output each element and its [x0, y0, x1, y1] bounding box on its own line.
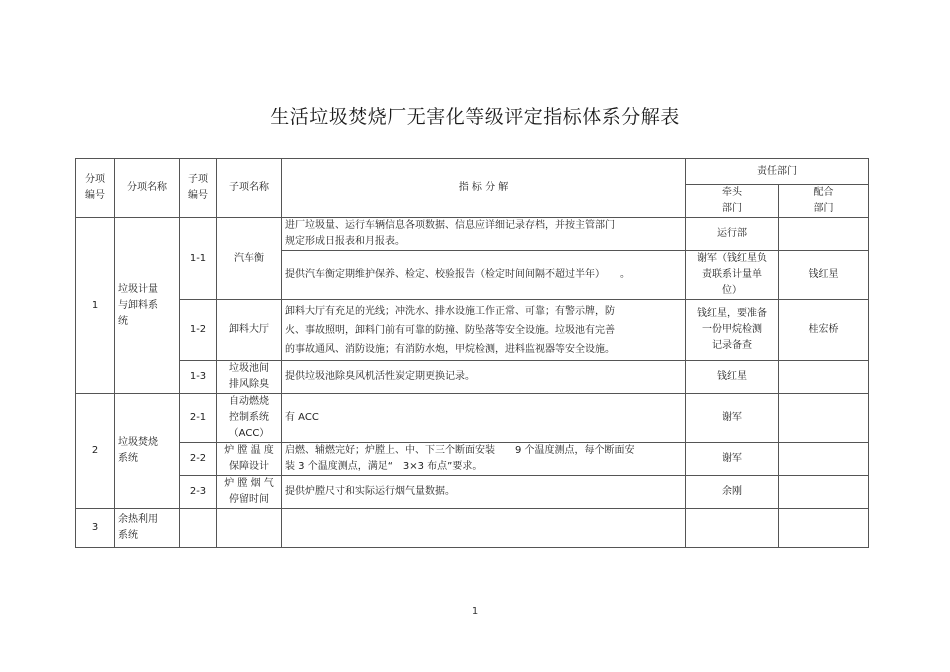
header-item-name: 分项名称 [115, 159, 180, 218]
header-assist-dept: 配合 部门 [779, 185, 869, 218]
table-row [76, 218, 869, 251]
sub-no-cell: 2-1 [180, 394, 217, 443]
table-row [76, 361, 869, 394]
sub-no-cell: 2-2 [180, 443, 217, 476]
sub-no-cell: 1-1 [180, 218, 217, 300]
sub-name-cell: 卸料大厅 [217, 300, 282, 361]
sub-no-cell [180, 509, 217, 548]
item-no-cell: 2 [76, 394, 115, 509]
lead-dept-cell: 谢军 [686, 394, 779, 443]
sub-name-cell [217, 509, 282, 548]
header-item-no: 分项 编号 [76, 159, 115, 218]
table-row [76, 394, 869, 443]
lead-dept-cell: 钱红星 [686, 361, 779, 394]
indicator-cell: 提供垃圾池除臭风机活性炭定期更换记录。 [282, 361, 686, 394]
item-name-cell: 余热利用 系统 [115, 509, 180, 548]
sub-no-cell: 1-3 [180, 361, 217, 394]
indicator-cell: 提供汽车衡定期维护保养、检定、校验报告（检定时间间隔不超过半年） 。 [282, 251, 686, 300]
header-sub-no: 子项 编号 [180, 159, 217, 218]
header-lead-dept: 牵头 部门 [686, 185, 779, 218]
header-dept: 责任部门 [686, 159, 869, 185]
assist-dept-cell [779, 476, 869, 509]
item-name-cell: 垃圾焚烧 系统 [115, 394, 180, 509]
lead-dept-cell: 钱红星，要准备 一份甲烷检测 记录备查 [686, 300, 779, 361]
header-indicator: 指 标 分 解 [282, 159, 686, 218]
indicator-cell: 启燃、辅燃完好；炉膛上、中、下三个断面安装 9 个温度测点，每个断面安 装 3 个温度测点，满足“ 3×3 布点”要求。 [282, 443, 686, 476]
indicator-cell [282, 509, 686, 548]
item-no-cell: 1 [76, 218, 115, 394]
assist-dept-cell: 钱红星 [779, 251, 869, 300]
sub-no-cell: 2-3 [180, 476, 217, 509]
table-row [76, 443, 869, 476]
page-title: 生活垃圾焚烧厂无害化等级评定指标体系分解表 [270, 106, 680, 128]
assist-dept-cell [779, 509, 869, 548]
item-no-cell: 3 [76, 509, 115, 548]
assist-dept-cell: 桂宏桥 [779, 300, 869, 361]
sub-name-cell: 垃圾池间 排风除臭 [217, 361, 282, 394]
lead-dept-cell: 谢军（钱红星负 责联系计量单 位） [686, 251, 779, 300]
assist-dept-cell [779, 361, 869, 394]
indicator-table [75, 158, 869, 548]
page-number: 1 [471, 606, 479, 617]
sub-name-cell: 炉 膛 温 度 保障设计 [217, 443, 282, 476]
assist-dept-cell [779, 443, 869, 476]
lead-dept-cell: 余刚 [686, 476, 779, 509]
sub-no-cell: 1-2 [180, 300, 217, 361]
indicator-cell: 卸料大厅有充足的光线；冲洗水、排水设施工作正常、可靠；有警示牌，防 火、事故照明，卸料门前有可靠的防撞、防坠落等安全设施。垃圾池有完善 的事故通风、消防设施；有消防水炮，甲烷检测，进料监视器等安全设施。 [282, 300, 686, 361]
sub-name-cell: 自动燃烧 控制系统 （ACC） [217, 394, 282, 443]
sub-name-cell: 汽车衡 [217, 218, 282, 300]
lead-dept-cell: 谢军 [686, 443, 779, 476]
item-name-cell: 垃圾计量 与卸料系 统 [115, 218, 180, 394]
indicator-cell: 提供炉膛尺寸和实际运行烟气量数据。 [282, 476, 686, 509]
lead-dept-cell [686, 509, 779, 548]
table-row [76, 300, 869, 361]
assist-dept-cell [779, 394, 869, 443]
header-sub-name: 子项名称 [217, 159, 282, 218]
sub-name-cell: 炉 膛 烟 气 停留时间 [217, 476, 282, 509]
table-row [76, 509, 869, 548]
lead-dept-cell: 运行部 [686, 218, 779, 251]
assist-dept-cell [779, 218, 869, 251]
indicator-cell: 有 ACC [282, 394, 686, 443]
indicator-cell: 进厂垃圾量、运行车辆信息各项数据、信息应详细记录存档，并按主管部门 规定形成日报表和月报表。 [282, 218, 686, 251]
table-row [76, 476, 869, 509]
